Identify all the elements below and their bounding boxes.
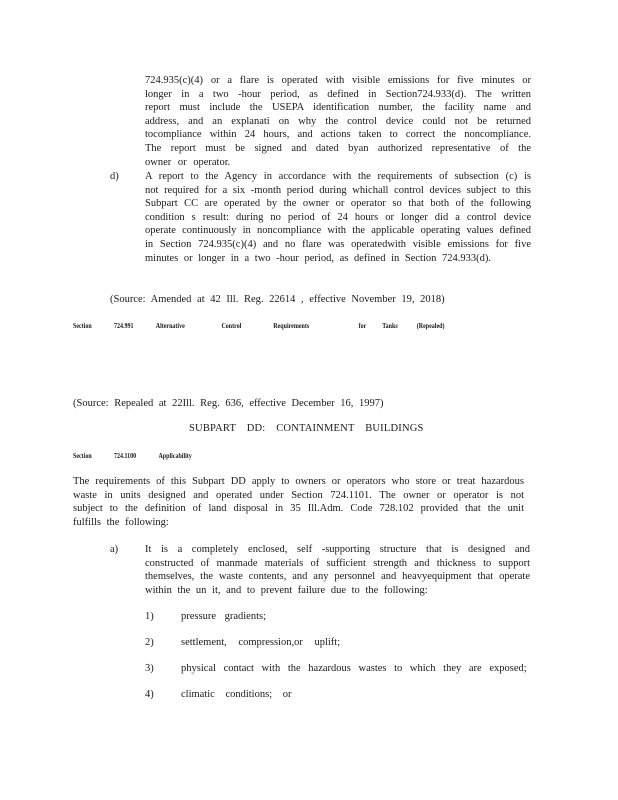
section-title-word: for [358,321,367,330]
sub-item-4-marker: 4) [145,689,154,700]
applicability-paragraph: The requirements of this Subpart DD apply to owners or operators who store or treat hazardous waste in units designed and operated under Section 724.1101. The owner or operator is not subject to the definition of land disposal in 35 Ill.Adm. Code 728.102 provided that the unit fulfills the following: [73,476,524,528]
section-number: 724.991 [113,321,134,330]
section-label: Section [73,321,92,330]
section-title-word: Control [221,321,242,330]
section-724-1100-heading [73,451,192,460]
section-number: 724.1100 [113,451,137,460]
item-a-text: It is a completely enclosed, self -supporting structure that is designed and constructed of manmade materials of sufficient strength and thickness to support themselves, the waste contents, and any personnel and heavyequipment that operate within the un it, and to prevent failure due to the following: [145,544,530,596]
sub-item-3-marker: 3) [145,663,154,674]
paragraph-c-continuation: 724.935(c)(4) or a flare is operated with visible emissions for five minutes or longer in a two -hour period, as defined in Section724.933(d). The written report must include the USEPA identification number, the facility name and address, and an explanati on why the control device could not be returned tocompliance within 24 hours, and actions taken to correct the noncompliance. The report must be signed and dated byan authorized representative of the owner or operator. [145,75,531,168]
item-a-marker: a) [110,544,119,555]
section-title-word: Requirements [273,321,310,330]
sub-item-3-text: physical contact with the hazardous wastes to which they are exposed; [181,663,527,674]
paragraph-d-text: A report to the Agency in accordance with the requirements of subsection (c) is not required for a six -month period during whichall control devices subject to this Subpart CC are operated by the owner or operator so that both of the following condition s result: during no period of 24 hours or longer did a control device operate continuously in noncompliance with the applicable operating values defined in Section 724.935(c)(4) and no flare was operatedwith visible emissions for five minutes or longer in a two -hour period, as defined in Section 724.933(d). [145,171,531,264]
source-note-amended: (Source: Amended at 42 Ill. Reg. 22614 , effective November 19, 2018) [110,294,445,305]
section-label: Section [73,451,92,460]
subpart-dd-heading: SUBPART DD: CONTAINMENT BUILDINGS [189,423,424,434]
section-724-991-heading [73,321,444,330]
sub-item-2-text: settlement, compression,or uplift; [181,637,341,648]
sub-item-4-text: climatic conditions; or [181,689,292,700]
sub-item-2-marker: 2) [145,637,154,648]
sub-item-1-marker: 1) [145,611,154,622]
paragraph-d-marker: d) [110,171,119,182]
section-title: Applicability [158,451,192,460]
section-title-word: Tanks [382,321,398,330]
section-title-word: Alternative [155,321,185,330]
source-note-repealed: (Source: Repealed at 22Ill. Reg. 636, effective December 16, 1997) [73,398,384,409]
section-title-word: (Repealed) [416,321,445,330]
sub-item-1-text: pressure gradients; [181,611,267,622]
